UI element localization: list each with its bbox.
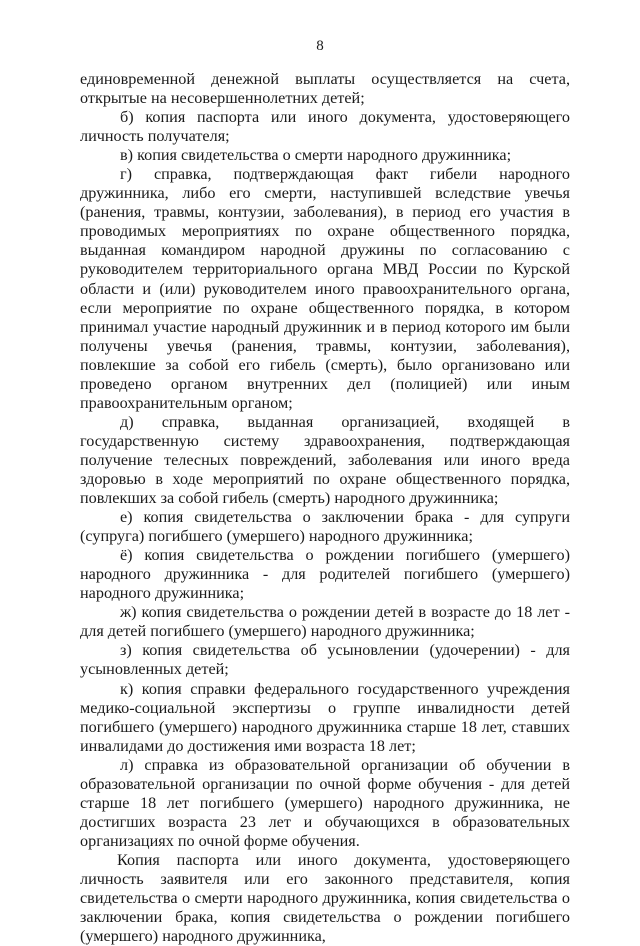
paragraph-item-z: з) копия свидетельства об усыновлении (удочерении) - для усыновленных детей; (80, 641, 570, 679)
paragraph-copies: Копия паспорта или иного документа, удостоверяющего личность заявителя или его законного представителя, копия свидетельства о смерти народного дружинника, копия свидетельства о заключении брака, копия свидетельства о рождении погибшего (умершего) народного дружинника, (80, 850, 570, 946)
paragraph-item-l: л) справка из образовательной организации об обучении в образовательной организации по очной форме обучения - для детей старше 18 лет погибшего (умершего) народного дружинника, не достигших возраста 23 лет и обучающихся в образовательных организациях по очной форме обучения. (80, 755, 570, 850)
paragraph-item-b: б) копия паспорта или иного документа, удостоверяющего личность получателя; (80, 108, 570, 146)
paragraph-item-k: к) копия справки федерального государственного учреждения медико-социальной экспертизы о группе инвалидности детей погибшего (умершего) народного дружинника старше 18 лет, ставших инвалидами до достижения ими возраста 18 лет; (80, 679, 570, 755)
paragraph-item-v: в) копия свидетельства о смерти народного дружинника; (120, 146, 512, 165)
document-body (80, 70, 570, 946)
paragraph-item-g: г) справка, подтверждающая факт гибели народного дружинника, либо его смерти, наступившей вследствие увечья (ранения, травмы, контузии, заболевания), в период его участия в проводимых мероприятиях по охране общественного порядка, выданная командиром народной дружины по согласованию с руководителем территориального органа МВД России по Курской области и (или) руководителем иного правоохранительного органа, если мероприятие по охране общественного порядка, в котором принимал участие народный дружинник и в период которого им были получены увечья (ранения, травмы, контузии, заболевания), повлекшие за собой его гибель (смерть), было организовано или проведено органом внутренних дел (полицией) или иным правоохранительным органом; (80, 165, 570, 412)
paragraph-item-yo: ё) копия свидетельства о рождении погибшего (умершего) народного дружинника - для родителей погибшего (умершего) народного дружинника; (80, 546, 570, 603)
paragraph-item-e: е) копия свидетельства о заключении брака - для супруги (супруга) погибшего (умершего) народного дружинника; (80, 508, 570, 546)
page-number: 8 (316, 38, 324, 54)
paragraph-intro: единовременной денежной выплаты осуществляется на счета, открытые на несовершеннолетних детей; (80, 70, 570, 108)
paragraph-item-d: д) справка, выданная организацией, входящей в государственную систему здравоохранения, подтверждающая получение телесных повреждений, заболевания или иного вреда здоровью в ходе мероприятий по охране общественного порядка, повлекших за собой гибель (смерть) народного дружинника; (80, 412, 570, 508)
paragraph-item-zh: ж) копия свидетельства о рождении детей в возрасте до 18 лет - для детей погибшего (умершего) народного дружинника; (80, 603, 570, 641)
